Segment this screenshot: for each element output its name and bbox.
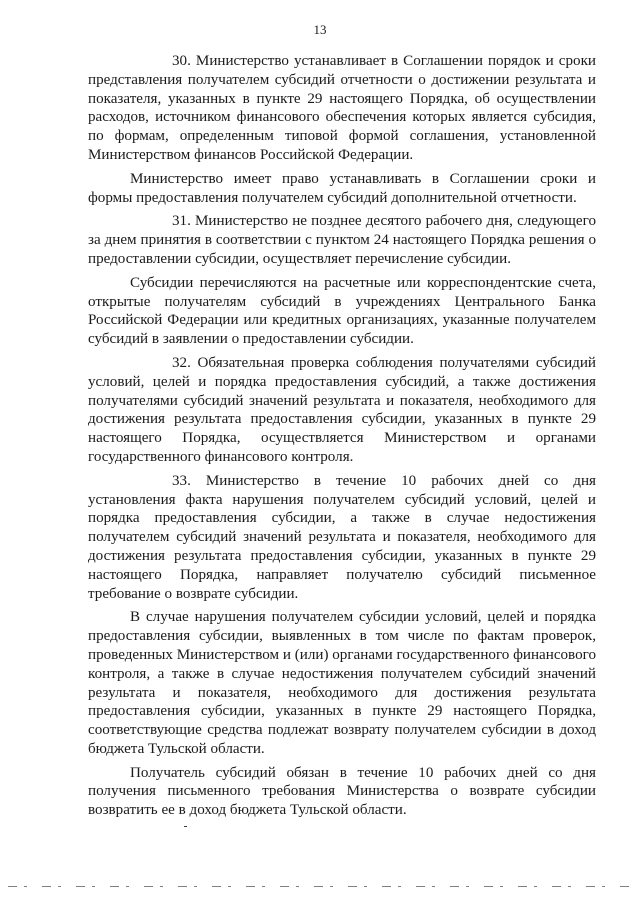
paragraph-number: 31. xyxy=(172,213,191,230)
paragraph-text: Обязательная проверка соблюдения получателями субсидий условий, целей и порядка предоставления субсидий, а также достижения получателями субсидий значений результата и показателя, необходимого для достижения результата предоставления субсидии, указанных в пункте 29 настоящего Порядка, осуществляется Министерством и органами государственного финансового контроля. xyxy=(88,354,596,465)
paragraph-30-continued xyxy=(88,170,596,208)
paragraph-32 xyxy=(88,354,596,467)
paragraph-number: 30. xyxy=(172,53,191,69)
paragraph-text: Субсидии перечисляются на расчетные или корреспондентские счета, открытые получателям субсидий в учреждениях Центрального Банка Российской Федерации или кредитных организациях, указанные получателем субсидий в заявлении о предоставлении субсидии. xyxy=(88,274,596,348)
paragraph-31-continued xyxy=(88,274,596,349)
paragraph-text: В случае нарушения получателем субсидии условий, целей и порядка предоставления субсидии, выявленных в том числе по фактам проверок, проведенных Министерством и (или) органами государственного финансового контроля, а также в случае недостижения получателем субсидий значений результата и показателя, необходимого для достижения результата предоставления субсидии, указанных в пункте 29 настоящего Порядка, соответствующие средства подлежат возврату получателем субсидии в доход бюджета Тульской области. xyxy=(88,609,596,757)
paragraph-text: Получатель субсидий обязан в течение 10 рабочих дней со дня получения письменного требования Министерства о возврате субсидии возвратить ее в доход бюджета Тульской области. xyxy=(88,764,596,819)
page-number: 13 xyxy=(313,22,327,37)
paragraph-33-refund xyxy=(88,764,596,820)
document-body xyxy=(88,52,596,825)
paragraph-31 xyxy=(88,212,596,268)
paragraph-30 xyxy=(88,52,596,165)
paragraph-number: 33. xyxy=(172,472,191,489)
paragraph-number: 32. xyxy=(172,354,191,371)
paragraph-text: Министерство имеет право устанавливать в Соглашении сроки и формы предоставления получателем субсидий дополнительной отчетности. xyxy=(88,170,596,206)
scan-edge-line xyxy=(8,886,632,887)
paragraph-text: Министерство устанавливает в Соглашении порядок и сроки представления получателем субсидий отчетности о достижении результата и показателя, указанных в пункте 29 настоящего Порядка, об осуществлении расходов, источником финансового обеспечения которых является субсидия, по формам, определенным типовой формой соглашения, установленной Министерством финансов Российской Федерации. xyxy=(88,53,596,163)
paragraph-33 xyxy=(88,472,596,604)
paragraph-33-violation xyxy=(88,608,596,758)
paragraph-text: Министерство в течение 10 рабочих дней со дня установления факта нарушения получателем субсидий условий, целей и порядка предоставления субсидии, а также в случае недостижения получателем субсидий значений результата и показателя, необходимого для достижения результата предоставления субсидии, указанных в пункте 29 настоящего Порядка, направляет получателю субсидий письменное требование о возврате субсидии. xyxy=(88,472,596,602)
paragraph-text: Министерство не позднее десятого рабочего дня, следующего за днем принятия в соответствии с пунктом 24 настоящего Порядка решения о предоставлении субсидии, осуществляет перечисление субсидии. xyxy=(88,213,596,267)
scan-speck xyxy=(184,826,187,827)
